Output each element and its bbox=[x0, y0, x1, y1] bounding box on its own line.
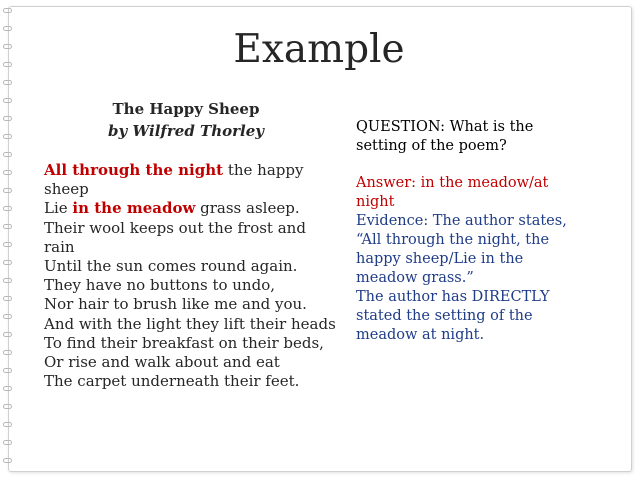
poem-line-text: grass asleep. bbox=[195, 199, 300, 218]
poem-line: And with the light they lift their heads bbox=[44, 314, 336, 333]
ring-icon bbox=[3, 422, 12, 427]
ring-icon bbox=[3, 206, 12, 211]
ring-icon bbox=[3, 458, 12, 463]
ring-icon bbox=[3, 332, 12, 337]
ring-icon bbox=[3, 224, 12, 229]
question-answer-block bbox=[356, 118, 576, 345]
ring-icon bbox=[3, 386, 12, 391]
evidence-text: Evidence: The author states, “All through the night, the happy sheep/Lie in the meadow grass.” bbox=[356, 213, 567, 286]
ring-icon bbox=[3, 188, 12, 193]
ring-icon bbox=[3, 80, 12, 85]
ring-icon bbox=[3, 116, 12, 121]
poem-body bbox=[44, 161, 336, 391]
ring-icon bbox=[3, 278, 12, 283]
poem-line: They have no buttons to undo, bbox=[44, 276, 275, 295]
slide-title: Example bbox=[233, 27, 405, 72]
highlighted-phrase: in the meadow bbox=[72, 199, 196, 218]
highlighted-phrase: All through the night bbox=[44, 161, 224, 179]
poem-author: by Wilfred Thorley bbox=[108, 122, 264, 140]
poem-line: To find their breakfast on their beds, bbox=[44, 333, 324, 352]
poem-title: The Happy Sheep bbox=[112, 100, 260, 118]
poem-line-text: the happy sheep bbox=[44, 161, 304, 199]
poem-line bbox=[44, 199, 324, 218]
ring-icon bbox=[3, 368, 12, 373]
answer-text: Answer: in the meadow/at night bbox=[356, 175, 549, 210]
ring-icon bbox=[3, 170, 12, 175]
ring-icon bbox=[3, 404, 12, 409]
ring-icon bbox=[3, 134, 12, 139]
poem-line: Or rise and walk about and eat bbox=[44, 353, 280, 372]
poem-line: Their wool keeps out the frost and rain bbox=[44, 218, 306, 256]
ring-icon bbox=[3, 242, 12, 247]
poem-line: Nor hair to brush like me and you. bbox=[44, 295, 307, 314]
poem-line-text: Lie bbox=[44, 199, 73, 218]
ring-icon bbox=[3, 8, 12, 13]
notebook-rings bbox=[3, 8, 13, 471]
ring-icon bbox=[3, 314, 12, 319]
poem-line: Until the sun comes round again. bbox=[44, 257, 298, 276]
ring-icon bbox=[3, 98, 12, 103]
ring-icon bbox=[3, 260, 12, 265]
poem-line: The carpet underneath their feet. bbox=[44, 372, 300, 391]
ring-icon bbox=[3, 296, 12, 301]
ring-icon bbox=[3, 152, 12, 157]
ring-icon bbox=[3, 440, 12, 445]
poem-line bbox=[44, 161, 324, 199]
conclusion-text: The author has DIRECTLY stated the setting of the meadow at night. bbox=[356, 289, 550, 343]
question-text: QUESTION: What is the setting of the poem? bbox=[356, 119, 534, 154]
ring-icon bbox=[3, 350, 12, 355]
